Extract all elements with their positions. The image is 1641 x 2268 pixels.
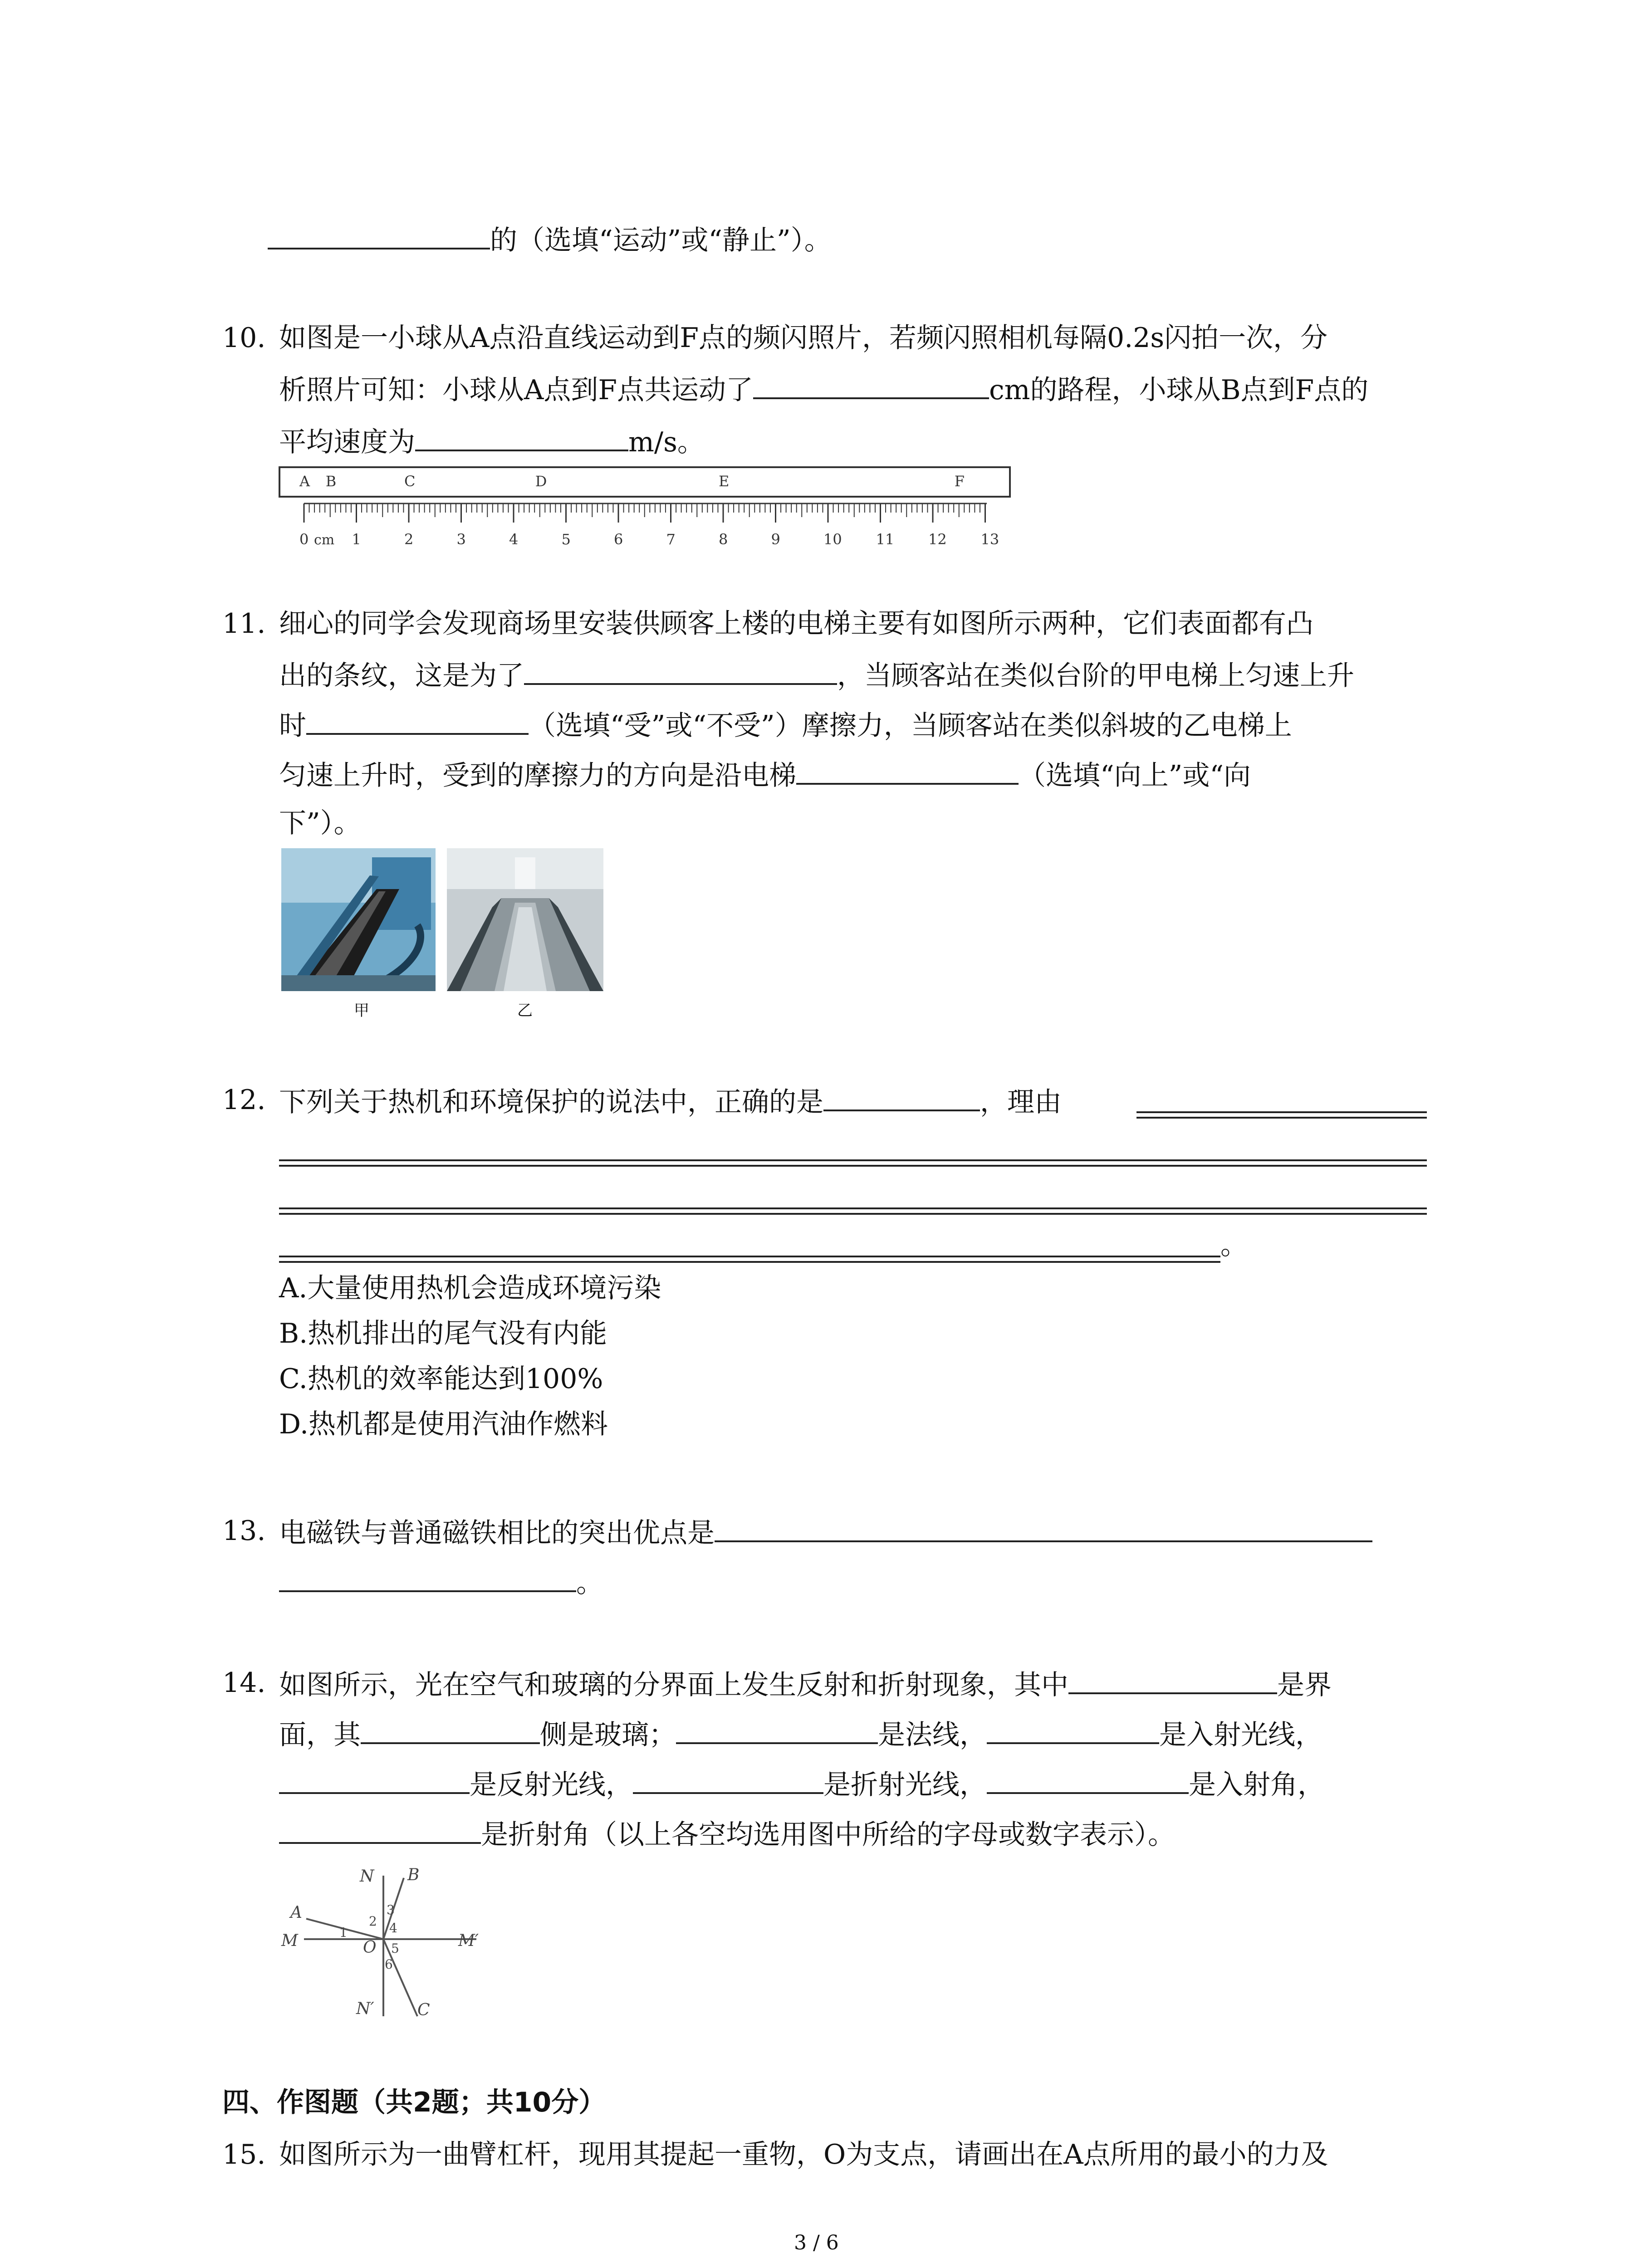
label-m-prime: M′ — [458, 1931, 479, 1950]
label-m: M — [281, 1931, 298, 1950]
q13-advantage-blank-1[interactable] — [715, 1510, 1372, 1542]
angle-1: 1 — [339, 1925, 348, 1940]
q11-friction-blank[interactable] — [306, 703, 529, 735]
ruler-tick-label: 3 — [456, 531, 466, 548]
label-a: A — [290, 1903, 302, 1922]
q12-reason-blank-1[interactable] — [1136, 1111, 1427, 1119]
ruler-tick-label: 4 — [509, 531, 519, 548]
ruler-tick-label: 1 — [352, 531, 361, 548]
ruler-tick-label: 5 — [561, 531, 571, 548]
escalator-caption-b: 乙 — [517, 1002, 533, 1020]
ruler-unit-label: cm — [314, 532, 335, 548]
ball-position-label: F — [954, 473, 965, 490]
q12-option-a: A.大量使用热机会造成环境污染 — [279, 1272, 661, 1304]
ball-position-label: D — [535, 473, 547, 490]
angle-4: 4 — [389, 1921, 397, 1936]
q9-tail-line: 的（选填“运动”或“静止”）。 — [268, 218, 832, 261]
ruler-tick-label: 7 — [666, 531, 676, 548]
q14-line1: 如图所示，光在空气和玻璃的分界面上发生反射和折射现象，其中 是界 — [279, 1662, 1332, 1706]
ruler-tick-label: 0 — [299, 531, 309, 548]
ruler-tick-label: 2 — [404, 531, 414, 548]
q14-incident-angle-blank[interactable] — [987, 1762, 1189, 1794]
ball-position-label: A — [299, 473, 310, 490]
q11-line1: 细心的同学会发现商场里安装供顾客上楼的电梯主要有如图所示两种，它们表面都有凸 — [279, 608, 1313, 640]
ball-position-label: C — [404, 473, 416, 490]
label-o: O — [363, 1938, 377, 1957]
section-4-title: 四、作图题（共2题；共10分） — [222, 2087, 606, 2118]
angle-6: 6 — [385, 1957, 393, 1972]
ruler-tick-labels — [299, 531, 999, 548]
escalator-caption-a: 甲 — [354, 1002, 369, 1020]
ruler-tick-label: 11 — [876, 531, 895, 548]
q12-reason-blank-4[interactable] — [279, 1256, 1220, 1263]
q14-reflected-ray-blank[interactable] — [279, 1762, 470, 1794]
ruler-point-labels — [299, 473, 965, 490]
q12-line1: 下列关于热机和环境保护的说法中，正确的是 ，理由 — [279, 1080, 1062, 1123]
angle-2: 2 — [369, 1914, 377, 1929]
page-number: 3 / 6 — [794, 2231, 839, 2254]
q11-direction-blank[interactable] — [796, 753, 1019, 785]
ball-position-label: B — [325, 473, 337, 490]
q10-distance-blank[interactable] — [753, 367, 989, 399]
q14-interface-blank[interactable] — [1068, 1662, 1277, 1694]
angle-3: 3 — [387, 1902, 395, 1917]
q13-line2: 。 — [279, 1560, 603, 1603]
ruler-ticks — [304, 503, 985, 523]
ruler-figure — [277, 463, 1025, 562]
q12-end-mark: 。 — [1220, 1229, 1248, 1261]
q11-line4: 匀速上升时，受到的摩擦力的方向是沿电梯 （选填“向上”或“向 — [279, 753, 1251, 796]
q9-answer-blank[interactable] — [268, 218, 490, 249]
q14-line2: 面，其 侧是玻璃； 是法线， 是入射光线， — [279, 1712, 1323, 1755]
q11-line3: 时 （选填“受”或“不受”）摩擦力，当顾客站在类似斜坡的乙电梯上 — [279, 703, 1292, 746]
q10-number: 10. — [222, 322, 266, 354]
escalator-photo-b — [447, 848, 603, 991]
q11-number: 11. — [222, 608, 266, 640]
q14-refracted-ray-blank[interactable] — [633, 1762, 823, 1794]
q14-line3: 是反射光线， 是折射光线， 是入射角， — [279, 1762, 1325, 1805]
q10-line3: 平均速度为 m/s。 — [279, 420, 705, 463]
ruler-tick-label: 8 — [719, 531, 728, 548]
q12-reason-blank-3[interactable] — [279, 1207, 1427, 1215]
q14-glass-side-blank[interactable] — [361, 1712, 540, 1744]
q11-line5: 下”）。 — [279, 807, 361, 839]
label-b: B — [407, 1866, 420, 1884]
q10-line2: 析照片可知：小球从A点到F点共运动了 cm的路程，小球从B点到F点的 — [279, 367, 1368, 411]
q13-line1: 电磁铁与普通磁铁相比的突出优点是 — [279, 1510, 1372, 1554]
optics-figure — [272, 1860, 490, 2032]
q15-number: 15. — [222, 2139, 266, 2170]
q12-reason-blank-2[interactable] — [279, 1159, 1427, 1167]
ruler-tick-label: 9 — [771, 531, 780, 548]
q14-normal-blank[interactable] — [676, 1712, 878, 1744]
q11-line2: 出的条纹，这是为了 ，当顾客站在类似台阶的甲电梯上匀速上升 — [279, 653, 1354, 696]
q13-advantage-blank-2[interactable] — [279, 1560, 576, 1592]
q12-option-d: D.热机都是使用汽油作燃料 — [279, 1408, 608, 1440]
ruler-tick-label: 6 — [614, 531, 623, 548]
q13-number: 13. — [222, 1515, 266, 1547]
label-c: C — [417, 2001, 430, 2019]
q12-number: 12. — [222, 1084, 266, 1116]
q12-choice-blank[interactable] — [823, 1080, 980, 1111]
q14-incident-ray-blank[interactable] — [987, 1712, 1159, 1744]
ball-position-label: E — [719, 473, 730, 490]
q15-line1: 如图所示为一曲臂杠杆，现用其提起一重物，O为支点，请画出在A点所用的最小的力及 — [279, 2139, 1328, 2170]
q14-refraction-angle-blank[interactable] — [279, 1812, 481, 1844]
q12-option-b: B.热机排出的尾气没有内能 — [279, 1318, 607, 1349]
ruler-tick-label: 10 — [823, 531, 842, 548]
label-n: N — [360, 1867, 374, 1886]
ray-oc — [383, 1939, 417, 2016]
angle-5: 5 — [391, 1941, 399, 1956]
q10-line1: 如图是一小球从A点沿直线运动到F点的频闪照片，若频闪照相机每隔0.2s闪拍一次，分 — [279, 322, 1328, 354]
ruler-photo-frame — [279, 467, 1010, 497]
q14-number: 14. — [222, 1667, 266, 1699]
q14-line4: 是折射角（以上各空均选用图中所给的字母或数字表示）。 — [279, 1812, 1175, 1855]
escalator-photo-a — [281, 848, 436, 991]
q10-speed-blank[interactable] — [415, 420, 628, 451]
q12-option-c: C.热机的效率能达到100% — [279, 1363, 603, 1395]
q11-purpose-blank[interactable] — [524, 653, 837, 685]
ruler-tick-label: 12 — [928, 531, 947, 548]
ruler-tick-label: 13 — [980, 531, 999, 548]
label-n-prime: N′ — [356, 1999, 374, 2018]
